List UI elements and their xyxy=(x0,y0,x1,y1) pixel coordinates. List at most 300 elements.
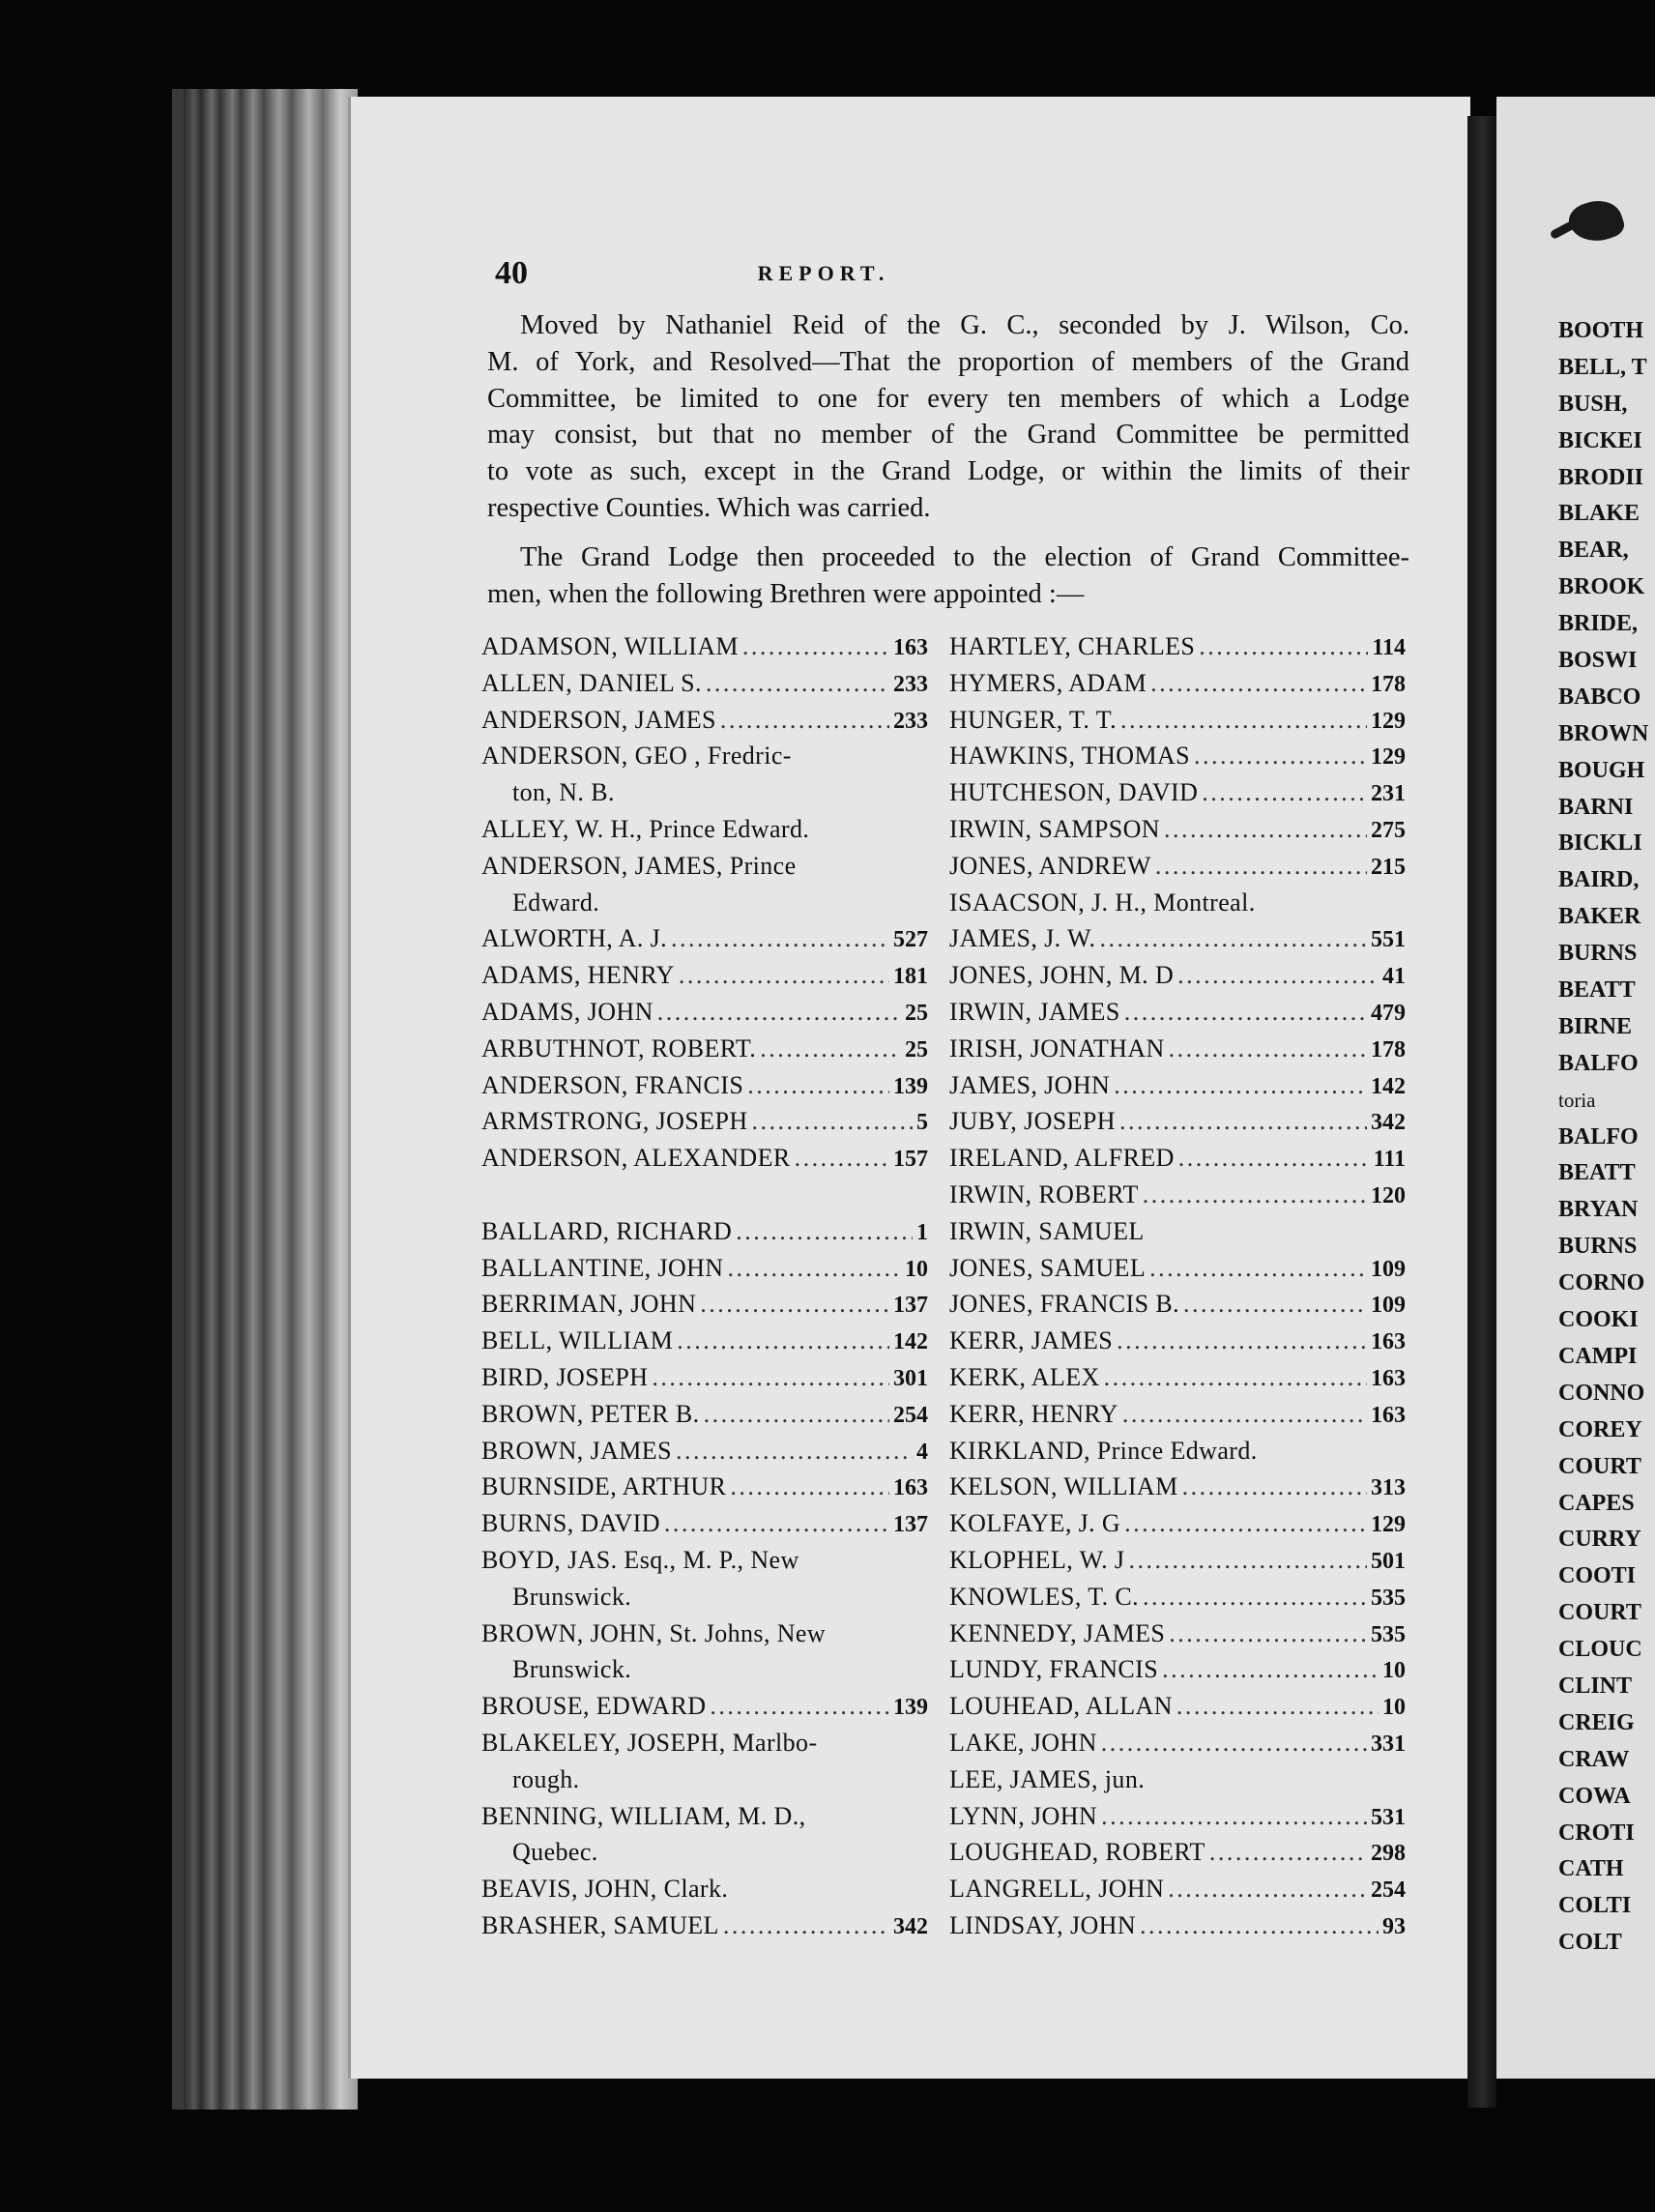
member-name: Edward. xyxy=(512,888,600,917)
paragraph-line: Committee, be limited to one for every ten members of which a Lodge xyxy=(487,383,1409,414)
dot-leader xyxy=(657,994,901,1031)
member-name: ANDERSON, ALEXANDER xyxy=(481,1144,791,1173)
facing-page-entry: BEATT xyxy=(1558,977,1636,1004)
dot-leader xyxy=(1149,1250,1367,1287)
lodge-number: 163 xyxy=(893,635,928,660)
member-entry xyxy=(949,1359,1406,1396)
facing-page-entry: CLOUC xyxy=(1558,1637,1642,1663)
member-entry xyxy=(481,1907,928,1944)
dot-leader xyxy=(1178,1140,1370,1177)
facing-page-entry: BROWN xyxy=(1558,720,1649,746)
facing-page-entry: BAKER xyxy=(1558,904,1641,930)
facing-page-entry: COURT xyxy=(1558,1453,1641,1479)
facing-page-entry: BRIDE, xyxy=(1558,611,1639,637)
lodge-number: 275 xyxy=(1371,817,1406,843)
member-name: BALLANTINE, JOHN xyxy=(481,1253,724,1282)
facing-page-entry: CONNO xyxy=(1558,1380,1645,1406)
dot-leader xyxy=(1120,702,1367,739)
member-entry xyxy=(481,1323,928,1359)
member-name: LANGRELL, JOHN xyxy=(949,1875,1165,1904)
dot-leader xyxy=(720,702,889,739)
member-entry xyxy=(481,1761,928,1798)
dot-leader xyxy=(760,1031,901,1067)
member-entry xyxy=(481,1579,928,1615)
member-name: KERK, ALEX xyxy=(949,1362,1100,1391)
member-name: JAMES, JOHN xyxy=(949,1070,1111,1099)
lodge-number: 254 xyxy=(1371,1877,1406,1904)
member-name: HAWKINS, THOMAS xyxy=(949,742,1191,771)
member-entry xyxy=(481,1871,928,1907)
lodge-number: 163 xyxy=(893,1475,928,1501)
dot-leader xyxy=(664,1505,889,1542)
paragraph-line: The Grand Lodge then proceeded to the election of Grand Committee- xyxy=(520,542,1409,572)
member-entry xyxy=(949,1031,1406,1067)
member-name: ANDERSON, JAMES, Prince xyxy=(481,851,797,880)
member-name: BROUSE, EDWARD xyxy=(481,1692,707,1721)
member-entry xyxy=(481,738,928,774)
dot-leader xyxy=(736,1213,913,1250)
member-name: KOLFAYE, J. G xyxy=(949,1509,1121,1538)
lodge-number: 254 xyxy=(893,1402,928,1428)
facing-page-entry: BAIRD, xyxy=(1558,867,1640,893)
facing-page-list xyxy=(1558,313,1655,1962)
facing-page-entry: BUSH, xyxy=(1558,391,1628,417)
member-name: ALLEN, DANIEL S. xyxy=(481,668,702,697)
member-name: ADAMS, HENRY xyxy=(481,961,675,990)
dot-leader xyxy=(723,1907,889,1944)
dot-leader xyxy=(1099,920,1367,957)
member-entry xyxy=(481,920,928,957)
dot-leader xyxy=(1176,1688,1379,1725)
member-entry xyxy=(481,885,928,921)
member-name: BROWN, PETER B. xyxy=(481,1399,700,1428)
facing-page-entry: BOSWI xyxy=(1558,648,1638,674)
member-name: BURNS, DAVID xyxy=(481,1509,660,1538)
member-name: JAMES, J. W. xyxy=(949,924,1096,953)
facing-page-entry: BRYAN xyxy=(1558,1197,1639,1223)
member-name: HARTLEY, CHARLES xyxy=(949,632,1196,660)
member-entry xyxy=(481,665,928,702)
lodge-number: 41 xyxy=(1382,964,1406,990)
member-name: BROWN, JAMES xyxy=(481,1436,672,1465)
member-name: LUNDY, FRANCIS xyxy=(949,1655,1159,1684)
member-name: ADAMS, JOHN xyxy=(481,997,653,1026)
page-number: 40 xyxy=(495,255,528,291)
member-entry xyxy=(949,1871,1406,1907)
lodge-number: 231 xyxy=(1371,781,1406,807)
dot-leader xyxy=(730,1469,889,1505)
member-entry xyxy=(949,885,1406,921)
lodge-number: 531 xyxy=(1371,1804,1406,1830)
member-name: LINDSAY, JOHN xyxy=(949,1910,1137,1939)
member-entry xyxy=(481,1396,928,1433)
lodge-number: 129 xyxy=(1371,708,1406,734)
member-name: ADAMSON, WILLIAM xyxy=(481,632,739,660)
dot-leader xyxy=(1177,957,1379,994)
book-gutter xyxy=(1467,116,1496,2108)
member-entry xyxy=(481,774,928,811)
resolution-paragraph xyxy=(487,307,1409,527)
running-head: REPORT. xyxy=(757,261,890,285)
member-entry xyxy=(949,848,1406,885)
dot-leader xyxy=(1182,1469,1367,1505)
lodge-number: 120 xyxy=(1371,1182,1406,1208)
facing-page-entry: CURRY xyxy=(1558,1527,1641,1553)
facing-page-entry: CRAW xyxy=(1558,1746,1630,1772)
election-paragraph xyxy=(487,539,1409,613)
member-name: ARMSTRONG, JOSEPH xyxy=(481,1107,748,1136)
member-name: HYMERS, ADAM xyxy=(949,668,1147,697)
lodge-number: 10 xyxy=(1382,1695,1406,1721)
facing-page-entry: COWA xyxy=(1558,1783,1631,1809)
lodge-number: 109 xyxy=(1371,1256,1406,1282)
member-name: JUBY, JOSEPH xyxy=(949,1107,1116,1136)
dot-leader xyxy=(710,1688,889,1725)
lodge-number: 535 xyxy=(1371,1585,1406,1611)
lodge-number: 109 xyxy=(1371,1293,1406,1319)
member-entry xyxy=(949,665,1406,702)
member-entry xyxy=(949,1177,1406,1213)
lodge-number: 139 xyxy=(893,1695,928,1721)
member-name: IRWIN, JAMES xyxy=(949,997,1120,1026)
facing-page-entry: BALFO xyxy=(1558,1050,1639,1076)
lodge-number: 163 xyxy=(1371,1365,1406,1391)
ink-blot xyxy=(1565,194,1627,249)
member-entry xyxy=(949,1579,1406,1615)
lodge-number: 139 xyxy=(893,1073,928,1099)
lodge-number: 5 xyxy=(916,1110,928,1136)
member-name: BOYD, JAS. Esq., M. P., New xyxy=(481,1545,799,1574)
lodge-number: 25 xyxy=(905,1000,928,1026)
paragraph-line: respective Counties. Which was carried. xyxy=(487,492,931,523)
lodge-number: 137 xyxy=(893,1293,928,1319)
member-name: HUTCHESON, DAVID xyxy=(949,778,1199,807)
member-name: KERR, HENRY xyxy=(949,1399,1118,1428)
lodge-number: 181 xyxy=(893,964,928,990)
dot-leader xyxy=(747,1067,889,1104)
lodge-number: 1 xyxy=(916,1219,928,1245)
member-name: BURNSIDE, ARTHUR xyxy=(481,1472,727,1501)
dot-leader xyxy=(679,957,889,994)
member-name: ANDERSON, FRANCIS xyxy=(481,1070,744,1099)
lodge-number: 301 xyxy=(893,1365,928,1391)
dot-leader xyxy=(727,1250,901,1287)
member-name: LEE, JAMES, jun. xyxy=(949,1764,1146,1793)
member-entry xyxy=(949,1834,1406,1871)
lodge-number: 178 xyxy=(1371,671,1406,697)
dot-leader xyxy=(1122,1396,1367,1433)
member-name: LOUHEAD, ALLAN xyxy=(949,1692,1173,1721)
facing-page-entry: BEATT xyxy=(1558,1160,1636,1186)
facing-page-entry: COLTI xyxy=(1558,1893,1632,1919)
member-name: ALLEY, W. H., Prince Edward. xyxy=(481,814,810,843)
dot-leader xyxy=(1199,628,1368,665)
lodge-number: 129 xyxy=(1371,744,1406,771)
paragraph-line: may consist, but that no member of the Grand Committee be permitted xyxy=(487,420,1409,451)
lodge-number: 111 xyxy=(1373,1147,1406,1173)
lodge-number: 142 xyxy=(893,1329,928,1355)
member-name: ANDERSON, GEO , Fredric- xyxy=(481,742,792,771)
member-name: KIRKLAND, Prince Edward. xyxy=(949,1436,1258,1465)
member-name: Brunswick. xyxy=(512,1655,632,1684)
dot-leader xyxy=(1101,1798,1367,1835)
dot-leader xyxy=(795,1140,889,1177)
member-entry xyxy=(481,811,928,848)
dot-leader xyxy=(1140,1907,1379,1944)
facing-page-entry: BABCO xyxy=(1558,684,1641,710)
dot-leader xyxy=(1162,1651,1379,1688)
dot-leader xyxy=(1202,774,1367,811)
member-entry xyxy=(481,628,928,665)
facing-page-entry: COOKI xyxy=(1558,1307,1639,1333)
member-name: LYNN, JOHN xyxy=(949,1801,1098,1830)
member-entry xyxy=(949,1067,1406,1104)
lodge-number: 114 xyxy=(1372,635,1406,660)
member-entry xyxy=(949,994,1406,1031)
member-entry xyxy=(481,1140,928,1177)
dot-leader xyxy=(1169,1031,1367,1067)
member-name: IRELAND, ALFRED xyxy=(949,1144,1175,1173)
member-name: BLAKELEY, JOSEPH, Marlbo- xyxy=(481,1728,818,1757)
lodge-number: 233 xyxy=(893,671,928,697)
member-name: ARBUTHNOT, ROBERT. xyxy=(481,1033,757,1062)
member-name: Quebec. xyxy=(512,1838,598,1867)
member-entry xyxy=(949,1505,1406,1542)
member-entry xyxy=(949,1761,1406,1798)
member-entry xyxy=(949,1907,1406,1944)
member-entry xyxy=(949,1286,1406,1323)
facing-page-entry: COLT xyxy=(1558,1930,1622,1956)
dot-leader xyxy=(1119,1103,1367,1140)
facing-page-entry: BICKLI xyxy=(1558,830,1642,857)
dot-leader xyxy=(676,1433,913,1470)
dot-leader xyxy=(742,628,889,665)
member-entry xyxy=(949,920,1406,957)
member-entry xyxy=(481,1177,928,1213)
facing-page-entry: BROOK xyxy=(1558,574,1645,600)
member-name: BALLARD, RICHARD xyxy=(481,1216,733,1245)
facing-page-entry: COREY xyxy=(1558,1416,1642,1442)
member-entry xyxy=(481,1798,928,1835)
lodge-number: 479 xyxy=(1371,1000,1406,1026)
dot-leader xyxy=(1183,1286,1367,1323)
dot-leader xyxy=(652,1359,889,1396)
member-entry xyxy=(481,1505,928,1542)
member-entry xyxy=(481,1651,928,1688)
facing-page-entry: BEAR, xyxy=(1558,538,1629,564)
dot-leader xyxy=(677,1323,889,1359)
member-name: ANDERSON, JAMES xyxy=(481,705,716,734)
member-entry xyxy=(949,1469,1406,1505)
dot-leader xyxy=(1209,1834,1367,1871)
lodge-number: 93 xyxy=(1382,1913,1406,1939)
dot-leader xyxy=(1114,1067,1367,1104)
member-name: BELL, WILLIAM xyxy=(481,1326,674,1355)
member-entry xyxy=(949,1396,1406,1433)
member-entry xyxy=(949,738,1406,774)
member-entry xyxy=(949,1323,1406,1359)
member-name: JONES, ANDREW xyxy=(949,851,1151,880)
facing-page-entry: toria xyxy=(1558,1088,1596,1112)
dot-leader xyxy=(1143,1177,1367,1213)
lodge-number: 163 xyxy=(1371,1402,1406,1428)
facing-page-entry: BLAKE xyxy=(1558,501,1640,527)
member-name: BRASHER, SAMUEL xyxy=(481,1910,719,1939)
member-entry xyxy=(481,1725,928,1761)
member-entry xyxy=(949,1433,1406,1470)
member-name: Brunswick. xyxy=(512,1582,632,1611)
facing-page-entry: CROTI xyxy=(1558,1819,1635,1846)
member-entry xyxy=(481,1688,928,1725)
dot-leader xyxy=(671,920,889,957)
member-entry xyxy=(481,1469,928,1505)
dot-leader xyxy=(1155,848,1367,885)
member-entry xyxy=(481,1834,928,1871)
dot-leader xyxy=(1128,1542,1367,1579)
lodge-number: 535 xyxy=(1371,1621,1406,1647)
lodge-number: 313 xyxy=(1371,1475,1406,1501)
paragraph-line: to vote as such, except in the Grand Lodge, or within the limits of their xyxy=(487,456,1409,487)
member-entry xyxy=(949,1213,1406,1250)
dot-leader xyxy=(1143,1579,1367,1615)
dot-leader xyxy=(752,1103,913,1140)
lodge-number: 142 xyxy=(1371,1073,1406,1099)
member-name: JONES, FRANCIS B. xyxy=(949,1290,1179,1319)
facing-page-entry: BARNI xyxy=(1558,794,1634,820)
member-entry xyxy=(949,1250,1406,1287)
facing-page-entry: CREIG xyxy=(1558,1709,1635,1735)
member-entry xyxy=(949,957,1406,994)
facing-page-entry: CORNO xyxy=(1558,1270,1645,1296)
dot-leader xyxy=(1124,1505,1367,1542)
member-entry xyxy=(481,1286,928,1323)
dot-leader xyxy=(1101,1725,1367,1761)
paragraph-line: men, when the following Brethren were appointed :— xyxy=(487,578,1085,609)
facing-page-entry: BURNS xyxy=(1558,941,1638,967)
lodge-number: 25 xyxy=(905,1036,928,1062)
dot-leader xyxy=(1124,994,1367,1031)
member-entry xyxy=(949,811,1406,848)
dot-leader xyxy=(1117,1323,1367,1359)
member-entry xyxy=(949,628,1406,665)
member-entry xyxy=(481,1067,928,1104)
lodge-number: 4 xyxy=(916,1439,928,1465)
lodge-number: 215 xyxy=(1371,854,1406,880)
lodge-number: 157 xyxy=(893,1147,928,1173)
member-name: IRWIN, SAMPSON xyxy=(949,814,1160,843)
dot-leader xyxy=(1104,1359,1367,1396)
member-entry xyxy=(949,1103,1406,1140)
lodge-number: 178 xyxy=(1371,1036,1406,1062)
dot-leader xyxy=(1194,738,1367,774)
page-edges xyxy=(184,89,358,2110)
member-name: IRISH, JONATHAN xyxy=(949,1033,1165,1062)
lodge-number: 527 xyxy=(893,927,928,953)
member-name: BEAVIS, JOHN, Clark. xyxy=(481,1875,729,1904)
facing-page-entry: CAMPI xyxy=(1558,1343,1638,1369)
member-name: JONES, JOHN, M. D xyxy=(949,961,1175,990)
facing-page-entry: BRODII xyxy=(1558,464,1644,490)
member-entry xyxy=(949,1651,1406,1688)
facing-page-entry: BOOTH xyxy=(1558,318,1644,343)
member-name: HUNGER, T. T. xyxy=(949,705,1117,734)
lodge-number: 129 xyxy=(1371,1512,1406,1538)
member-name: ISAACSON, J. H., Montreal. xyxy=(949,888,1256,917)
member-name: LAKE, JOHN xyxy=(949,1728,1097,1757)
lodge-number: 551 xyxy=(1371,927,1406,953)
member-name: rough. xyxy=(512,1764,580,1793)
dot-leader xyxy=(700,1286,889,1323)
dot-leader xyxy=(704,1396,889,1433)
member-name: KLOPHEL, W. J xyxy=(949,1545,1125,1574)
member-entry xyxy=(481,994,928,1031)
member-entry xyxy=(481,1031,928,1067)
lodge-number: 233 xyxy=(893,708,928,734)
facing-page-entry: CATH xyxy=(1558,1856,1624,1882)
member-entry xyxy=(949,1725,1406,1761)
member-entry xyxy=(949,1615,1406,1652)
facing-page-entry: CLINT xyxy=(1558,1673,1633,1699)
facing-page-entry: BICKEI xyxy=(1558,427,1642,453)
facing-page-entry: BALFO xyxy=(1558,1123,1639,1150)
member-name: KNOWLES, T. C. xyxy=(949,1582,1140,1611)
facing-page xyxy=(1496,97,1655,2079)
members-list-right xyxy=(949,628,1406,1944)
dot-leader xyxy=(706,665,889,702)
member-entry xyxy=(481,1250,928,1287)
dot-leader xyxy=(1164,811,1367,848)
members-list-left xyxy=(481,628,928,1944)
lodge-number: 163 xyxy=(1371,1329,1406,1355)
member-entry xyxy=(481,1542,928,1579)
paragraph-line: M. of York, and Resolved—That the proportion of members of the Grand xyxy=(487,346,1409,377)
dot-leader xyxy=(1169,1615,1367,1652)
member-entry xyxy=(949,1140,1406,1177)
lodge-number: 331 xyxy=(1371,1731,1406,1757)
member-entry xyxy=(481,848,928,885)
member-name: KENNEDY, JAMES xyxy=(949,1618,1166,1647)
lodge-number: 10 xyxy=(1382,1658,1406,1684)
lodge-number: 298 xyxy=(1371,1841,1406,1867)
member-entry xyxy=(481,702,928,739)
member-entry xyxy=(481,1615,928,1652)
facing-page-entry: BURNS xyxy=(1558,1234,1638,1260)
facing-page-entry: CAPES xyxy=(1558,1490,1635,1516)
member-name: JONES, SAMUEL xyxy=(949,1253,1147,1282)
member-entry xyxy=(481,1359,928,1396)
dot-leader xyxy=(1168,1871,1367,1907)
member-entry xyxy=(949,1542,1406,1579)
member-name: IRWIN, ROBERT xyxy=(949,1179,1139,1208)
member-name: IRWIN, SAMUEL xyxy=(949,1216,1145,1245)
dot-leader xyxy=(1150,665,1367,702)
member-entry xyxy=(949,1798,1406,1835)
lodge-number: 501 xyxy=(1371,1548,1406,1574)
member-entry xyxy=(481,1213,928,1250)
member-name: BENNING, WILLIAM, M. D., xyxy=(481,1801,806,1830)
paragraph-line: Moved by Nathaniel Reid of the G. C., seconded by J. Wilson, Co. xyxy=(520,310,1409,340)
facing-page-entry: BIRNE xyxy=(1558,1013,1633,1039)
member-entry xyxy=(481,1433,928,1470)
facing-page-entry: BELL, T xyxy=(1558,354,1647,380)
member-name: BERRIMAN, JOHN xyxy=(481,1290,697,1319)
facing-page-entry: COURT xyxy=(1558,1600,1641,1626)
lodge-number: 342 xyxy=(893,1913,928,1939)
member-name: BROWN, JOHN, St. Johns, New xyxy=(481,1618,827,1647)
member-name: BIRD, JOSEPH xyxy=(481,1362,649,1391)
lodge-number: 137 xyxy=(893,1512,928,1538)
member-entry xyxy=(949,702,1406,739)
